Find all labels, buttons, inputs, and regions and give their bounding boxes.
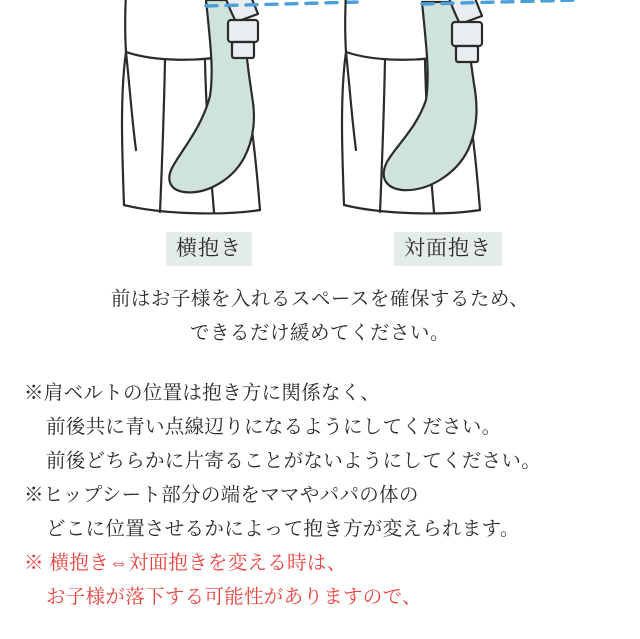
- note-line: 前後どちらかに片寄ることがないようにしてください。: [46, 450, 542, 472]
- figure-face-to-face-carry: [330, 0, 580, 232]
- caption-row: [0, 232, 640, 278]
- figure-side-carry: [110, 0, 360, 232]
- lead-line-1: 前はお子様を入れるスペースを確保するため、: [110, 288, 530, 310]
- dotted-guide-line: [422, 0, 580, 4]
- note-line: どこに位置させるかによって抱き方が変えられます。: [46, 518, 520, 540]
- note-line: ※ヒップシート部分の端をママやパパの体の: [24, 484, 419, 506]
- caption-face-to-face-carry: 対面抱き: [394, 232, 502, 266]
- lead-line-2: できるだけ緩めてください。: [189, 322, 450, 344]
- caption-side-carry: 横抱き: [166, 232, 252, 266]
- notes-block: [0, 376, 640, 614]
- note-line-warning: ※ 横抱き⇔対面抱きを変える時は、: [24, 552, 347, 574]
- note-line: 前後共に青い点線辺りになるようにしてください。: [46, 416, 502, 438]
- note-line-warning: お子様が落下する可能性がありますので、: [46, 586, 422, 608]
- lead-text: [0, 282, 640, 350]
- note-line: ※肩ベルトの位置は抱き方に関係なく、: [24, 382, 381, 404]
- illustration-area: [0, 0, 640, 232]
